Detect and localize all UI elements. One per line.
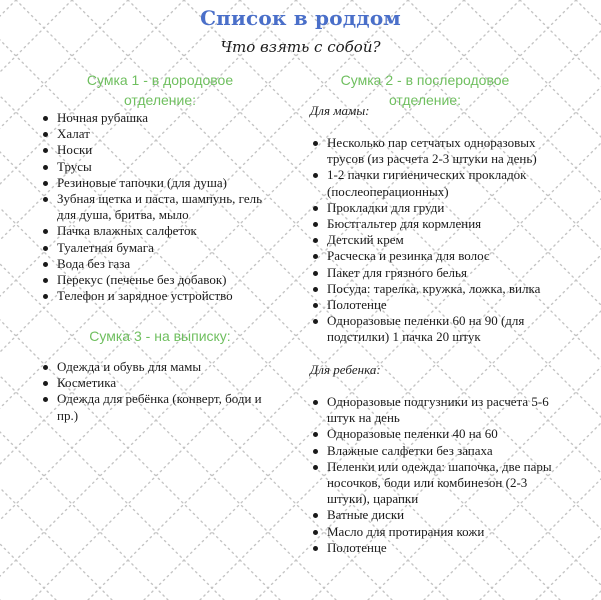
mom-list-item: Посуда: тарелка, кружка, ложка, вилка <box>312 281 552 297</box>
baby-list-item: Влажные салфетки без запаха <box>312 443 552 459</box>
baby-list-item: Одноразовые подгузники из расчета 5-6 штук на день <box>312 394 552 426</box>
bag3-list-item: Косметика <box>42 375 277 391</box>
baby-list-item: Масло для протирания кожи <box>312 524 552 540</box>
page-subtitle: Что взять с собой? <box>220 38 381 56</box>
bag2-heading-line2: отделение: <box>388 92 462 108</box>
mom-list-item: Прокладки для груди <box>312 200 552 216</box>
bag1-list-item: Туалетная бумага <box>42 240 277 256</box>
mom-list-item: 1-2 пачки гигиенических прокладок (послеоперационных) <box>312 167 552 199</box>
mom-list <box>312 135 552 346</box>
baby-list-item: Пеленки или одежда: шапочка, две пары носочков, боди или комбинезон (2-3 штуки), царапки <box>312 459 552 508</box>
mom-list-item: Бюстгальтер для кормления <box>312 216 552 232</box>
bag1-list-item: Перекус (печенье без добавок) <box>42 272 277 288</box>
bag2-heading-line1: Сумка 2 - в послеродовое <box>340 72 510 88</box>
mom-list-item: Расческа и резинка для волос <box>312 248 552 264</box>
bag3-heading: Сумка 3 - на выписку: <box>89 328 231 344</box>
mom-list-item: Одноразовые пеленки 60 на 90 (для подстилки) 1 пачка 20 штук <box>312 313 552 345</box>
bag1-list-item: Носки <box>42 142 277 158</box>
mom-list-item: Полотенце <box>312 297 552 313</box>
bag1-list-item: Халат <box>42 126 277 142</box>
bag3-list-item: Одежда и обувь для мамы <box>42 359 277 375</box>
baby-list-item: Ватные диски <box>312 507 552 523</box>
baby-list <box>312 394 552 556</box>
bag3-list-item: Одежда для ребёнка (конверт, боди и пр.) <box>42 391 277 423</box>
mom-list-item: Пакет для грязного белья <box>312 265 552 281</box>
bag1-heading-line2: отделение: <box>123 92 197 108</box>
page-title: Список в роддом <box>200 6 401 30</box>
bag1-list-item: Зубная щетка и паста, шампунь, гель для душа, бритва, мыло <box>42 191 277 223</box>
bag1-list-item: Пачка влажных салфеток <box>42 223 277 239</box>
bag1-list-item: Вода без газа <box>42 256 277 272</box>
mom-list-item: Детский крем <box>312 232 552 248</box>
bag3-list <box>42 359 277 424</box>
mom-list-item: Несколько пар сетчатых одноразовых трусов (из расчета 2-3 штуки на день) <box>312 135 552 167</box>
baby-list-item: Одноразовые пеленки 40 на 60 <box>312 426 552 442</box>
baby-list-item: Полотенце <box>312 540 552 556</box>
mom-section-label: Для мамы: <box>310 103 370 118</box>
bag1-heading-line1: Сумка 1 - в дородовое <box>86 72 234 88</box>
baby-section-label: Для ребенка: <box>310 362 381 377</box>
bag1-list-item: Ночная рубашка <box>42 110 277 126</box>
bag1-list-item: Трусы <box>42 159 277 175</box>
bag1-list <box>42 110 277 304</box>
bag1-list-item: Резиновые тапочки (для душа) <box>42 175 277 191</box>
bag1-list-item: Телефон и зарядное устройство <box>42 288 277 304</box>
bag1-heading <box>40 70 280 110</box>
